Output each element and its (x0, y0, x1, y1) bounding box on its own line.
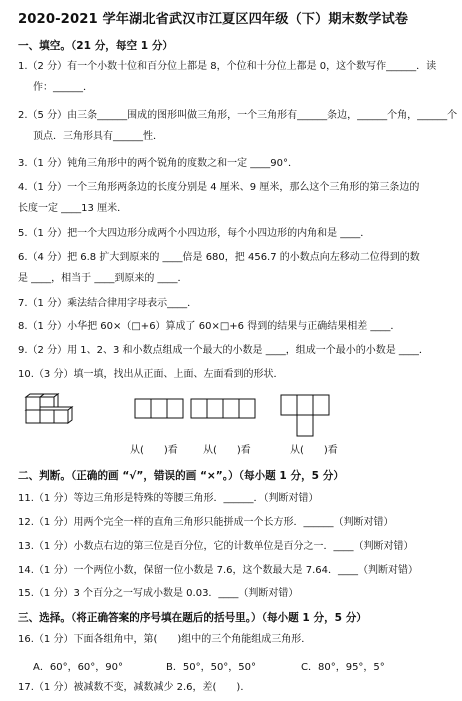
section-fill-in-heading: 一、填空。（21 分，每空 1 分） (18, 40, 174, 52)
cube-solid-figure (20, 393, 86, 427)
question-16: 16.（1 分）下面各组角中，第( )组中的三个角能组成三角形． (18, 634, 312, 645)
question-3: 3.（1 分）钝角三角形中的两个锐角的度数之和一定 ____90°． (18, 158, 298, 169)
question-4-line-2: 长度一定 ____13 厘米． (18, 203, 128, 214)
section-choice-heading: 三、选择。（将正确答案的序号填在题后的括号里。）（每小题 1 分，5 分） (18, 612, 367, 624)
question-16-option-b: B．50°，50°，50° (166, 662, 257, 673)
page-title: 2020-2021 学年湖北省武汉市江夏区四年级（下）期末数学试卷 (18, 12, 409, 27)
view-shape-1 (134, 398, 184, 420)
question-5: 5.（1 分）把一个大四边形分成两个小四边形，每个小四边形的内角和是 ____． (18, 228, 371, 239)
question-11: 11.（1 分）等边三角形是特殊的等腰三角形．______．（判断对错） (18, 493, 319, 504)
question-13: 13.（1 分）小数点右边的第三位是百分位，它的计数单位是百分之一．____（判断对错） (18, 541, 414, 552)
question-1-line-1: 1.（2 分）有一个小数十位和百分位上都是 8，个位和十分位上都是 0，这个数写作______．读 (18, 61, 437, 72)
question-12: 12.（1 分）用两个完全一样的直角三角形只能拼成一个长方形．______（判断对错） (18, 517, 394, 528)
question-6-line-1: 6.（4 分）把 6.8 扩大到原来的 ____倍是 680，把 456.7 的小数点向左移动二位得到的数 (18, 252, 420, 263)
question-16-option-a: A．60°，60°，90° (33, 662, 124, 673)
view-label-1: 从( )看 (130, 445, 178, 456)
view-shape-2 (190, 398, 256, 420)
question-2-line-1: 2.（5 分）由三条______围成的图形叫做三角形，一个三角形有______条边，______个角，______个 (18, 110, 458, 121)
question-15: 15.（1 分）3 个百分之一写成小数是 0.03．____（判断对错） (18, 588, 299, 599)
question-2-line-2: 顶点．三角形具有______性． (33, 131, 163, 142)
question-17: 17.（1 分）被减数不变，减数减少 2.6，差( )． (18, 682, 251, 693)
view-shape-3 (280, 394, 346, 438)
view-label-3: 从( )看 (290, 445, 338, 456)
question-4-line-1: 4.（1 分）一个三角形两条边的长度分别是 4 厘米、9 厘米，那么这个三角形的第三条边的 (18, 182, 420, 193)
question-8: 8.（1 分）小华把 60×（□+6）算成了 60×□+6 得到的结果与正确结果相差 ____． (18, 321, 401, 332)
question-16-option-c: C．80°，95°，5° (301, 662, 385, 673)
section-judgement-heading: 二、判断。（正确的画 “√”，错误的画 “×”。）（每小题 1 分，5 分） (18, 470, 344, 482)
view-label-2: 从( )看 (203, 445, 251, 456)
question-6-line-2: 是 ____，相当于 ____到原来的 ____． (18, 273, 188, 284)
question-10: 10.（3 分）填一填，找出从正面、上面、左面看到的形状． (18, 369, 284, 380)
question-7: 7.（1 分）乘法结合律用字母表示____． (18, 298, 198, 309)
question-1-line-2: 作：______． (33, 82, 93, 93)
question-9: 9.（2 分）用 1、2、3 和小数点组成一个最大的小数是 ____，组成一个最小的小数是 ____． (18, 345, 429, 356)
question-14: 14.（1 分）一个两位小数，保留一位小数是 7.6，这个数最大是 7.64．____（判断对错） (18, 565, 418, 576)
